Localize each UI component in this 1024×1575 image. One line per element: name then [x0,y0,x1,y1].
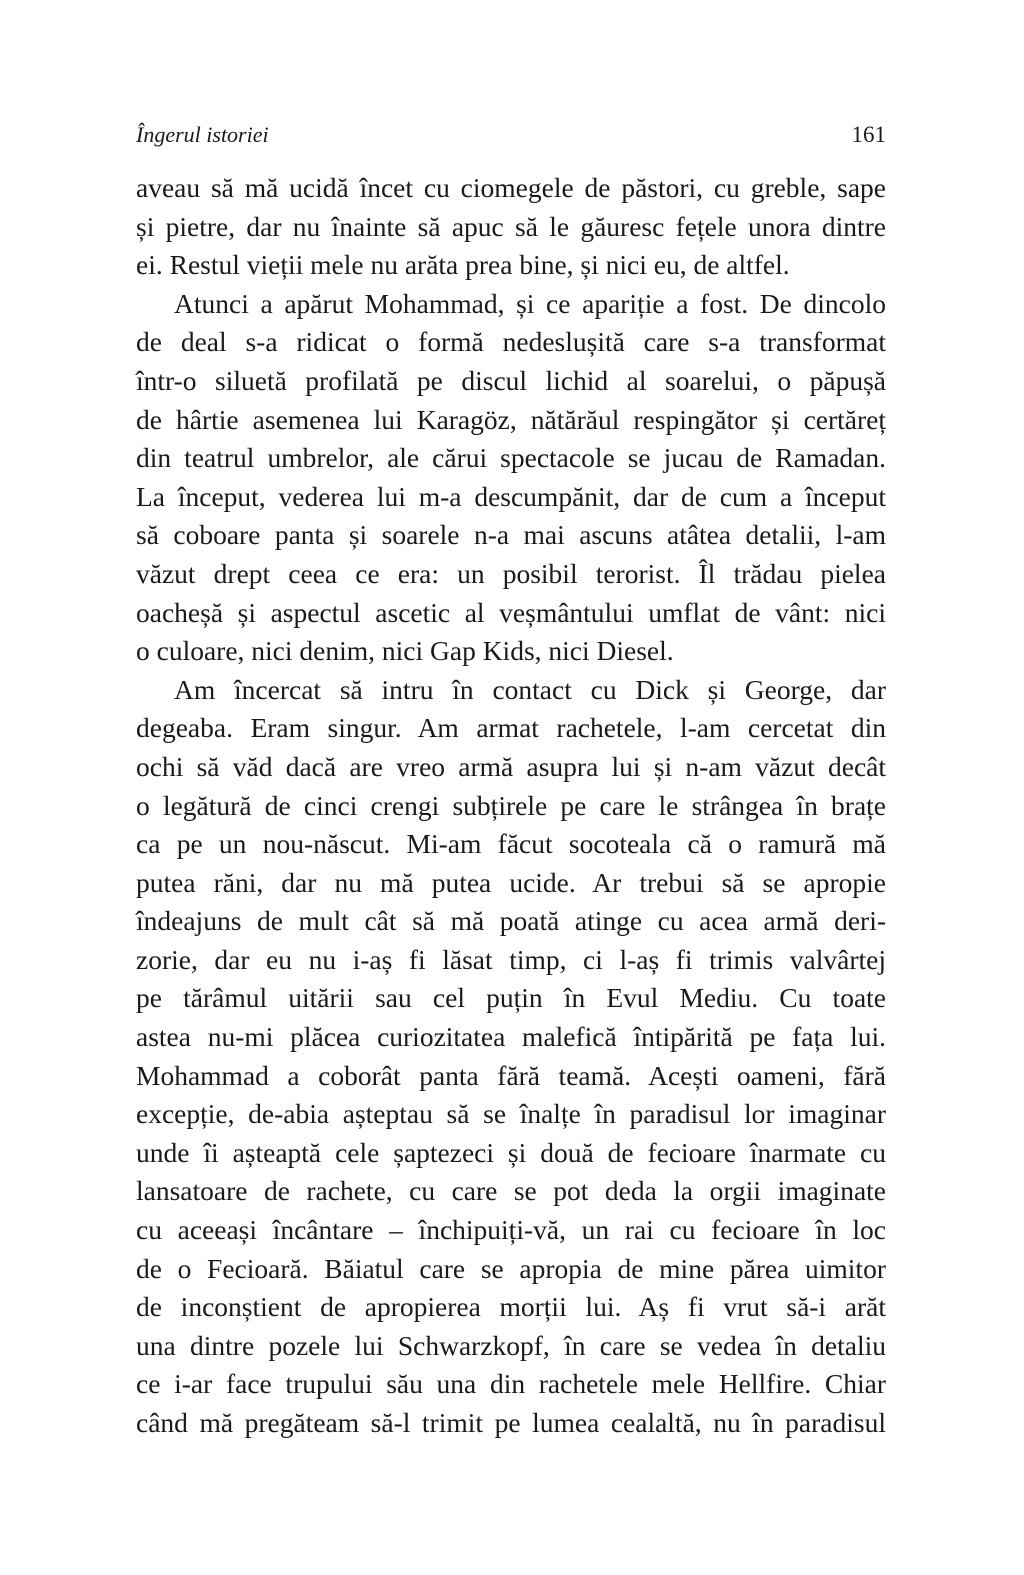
text-line: o legătură de cinci crengi subțirele pe care le strângea în brațe [136,789,886,821]
text-line: una dintre pozele lui Schwarzkopf, în care se vedea în detaliu [136,1329,886,1361]
text-line: și pietre, dar nu înainte să apuc să le găuresc fețele unora dintre [136,210,886,242]
text-line: La început, vederea lui m-a descumpănit, dar de cum a început [136,480,886,512]
text-line: de inconștient de apropierea morții lui. Aș fi vrut să-i arăt [136,1291,886,1323]
paragraph-start-line: Atunci a apărut Mohammad, și ce apariție a fost. De dincolo [174,287,886,319]
text-line: când mă pregăteam să-l trimit pe lumea cealaltă, nu în paradisul [136,1407,886,1438]
text-line: unde îi așteaptă cele șaptezeci și două de fecioare înarmate cu [136,1136,886,1168]
text-line: ce i-ar face trupului său una din rachetele mele Hellfire. Chiar [136,1368,886,1400]
text-line: de deal s-a ridicat o formă nedeslușită care s-a transformat [136,326,886,358]
text-line: să coboare panta și soarele n-a mai ascuns atâtea detalii, l-am [136,519,886,551]
text-line: văzut drept ceea ce era: un posibil terorist. Îl trădau pielea [136,557,886,589]
text-line: astea nu-mi plăcea curiozitatea malefică întipărită pe fața lui. [136,1021,886,1053]
text-line: aveau să mă ucidă încet cu ciomegele de păstori, cu greble, sape [136,172,886,203]
text-line: lansatoare de rachete, cu care se pot deda la orgii imaginate [136,1175,886,1207]
text-line: excepție, de-abia așteptau să se înalțe în paradisul lor imaginar [136,1098,886,1130]
text-line: zorie, dar eu nu i-aș fi lăsat timp, ci l-aș fi trimis valvârtej [136,943,886,975]
paragraph-start-line: Am încercat să intru în contact cu Dick și George, dar [174,673,886,705]
text-line: ca pe un nou-născut. Mi-am făcut socoteala că o ramură mă [136,828,886,860]
text-line: Mohammad a coborât panta fără teamă. Acești oameni, fără [136,1059,886,1091]
page-number: 161 [851,122,886,147]
text-line: ochi să văd dacă are vreo armă asupra lui și n-am văzut decât [136,750,886,782]
running-title: Îngerul istoriei [136,122,269,147]
text-line: cu aceeași încântare – închipuiți-vă, un rai cu fecioare în loc [136,1214,886,1246]
text-line: putea răni, dar nu mă putea ucide. Ar trebui să se apropie [136,866,886,898]
body-text [136,169,886,1443]
running-header [136,118,886,152]
text-line: într-o siluetă profilată pe discul lichid al soarelui, o păpușă [136,364,886,396]
text-line: ei. Restul vieții mele nu arăta prea bine, și nici eu, de altfel. [136,249,790,281]
text-line: oacheșă și aspectul ascetic al veșmântului umflat de vânt: nici [136,596,886,628]
text-line: o culoare, nici denim, nici Gap Kids, nici Diesel. [136,635,674,667]
text-line: de hârtie asemenea lui Karagöz, nătărăul respingător și certăreț [136,403,886,435]
text-line: de o Fecioară. Băiatul care se apropia de mine părea uimitor [136,1252,886,1284]
text-line: degeaba. Eram singur. Am armat rachetele, l-am cercetat din [136,712,886,744]
text-line: pe tărâmul uitării sau cel puțin în Evul Mediu. Cu toate [136,982,886,1014]
text-line: din teatrul umbrelor, ale cărui spectacole se jucau de Ramadan. [136,442,886,474]
text-line: îndeajuns de mult cât să mă poată atinge cu acea armă deri- [136,905,886,937]
